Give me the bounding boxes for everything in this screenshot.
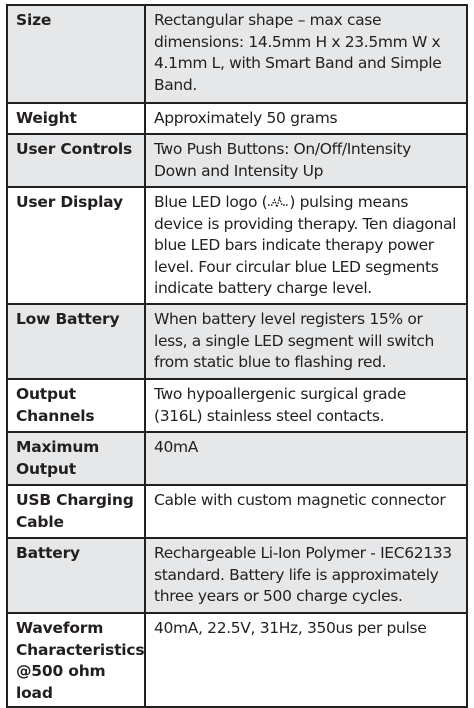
pulse-wave-icon xyxy=(267,195,289,209)
spec-value: Two Push Buttons: On/Off/Intensity Down and Intensity Up xyxy=(145,134,467,187)
spec-label: Size xyxy=(7,5,145,103)
spec-row-weight xyxy=(7,103,467,134)
spec-row-battery xyxy=(7,538,467,613)
spec-label: Output Channels xyxy=(7,379,145,432)
spec-value: Approximately 50 grams xyxy=(145,103,467,134)
spec-value: 40mA xyxy=(145,432,467,485)
specifications-table xyxy=(6,4,468,708)
spec-row-size xyxy=(7,5,467,103)
spec-row-usb-charging-cable xyxy=(7,485,467,538)
spec-label: USB Charging Cable xyxy=(7,485,145,538)
spec-value-text-before: Blue LED logo ( xyxy=(154,193,268,211)
spec-row-maximum-output xyxy=(7,432,467,485)
spec-value: Rectangular shape – max case dimensions: 14.5mm H x 23.5mm W x 4.1mm L, with Smart Band and Simple Band. xyxy=(145,5,467,103)
spec-value: Two hypoallergenic surgical grade (316L) stainless steel contacts. xyxy=(145,379,467,432)
spec-label: Maximum Output xyxy=(7,432,145,485)
spec-value: Rechargeable Li-Ion Polymer - IEC62133 standard. Battery life is approximately three years or 500 charge cycles. xyxy=(145,538,467,613)
spec-value: When battery level registers 15% or less, a single LED segment will switch from static blue to flashing red. xyxy=(145,304,467,379)
spec-row-user-controls xyxy=(7,134,467,187)
spec-value-text-after: ) pulsing means device is providing therapy. Ten diagonal blue LED bars indicate therapy power level. Four circular blue LED segments indicate battery charge level. xyxy=(154,193,457,297)
spec-row-waveform-characteristics xyxy=(7,613,467,707)
spec-value: Cable with custom magnetic connector xyxy=(145,485,467,538)
spec-value: 40mA, 22.5V, 31Hz, 350us per pulse xyxy=(145,613,467,707)
spec-label: Weight xyxy=(7,103,145,134)
spec-label: Battery xyxy=(7,538,145,613)
spec-row-output-channels xyxy=(7,379,467,432)
spec-label: Low Battery xyxy=(7,304,145,379)
spec-label: User Controls xyxy=(7,134,145,187)
spec-row-user-display xyxy=(7,187,467,304)
spec-label: User Display xyxy=(7,187,145,304)
spec-row-low-battery xyxy=(7,304,467,379)
spec-label: Waveform Characteristics @500 ohm load xyxy=(7,613,145,707)
spec-value xyxy=(145,187,467,304)
